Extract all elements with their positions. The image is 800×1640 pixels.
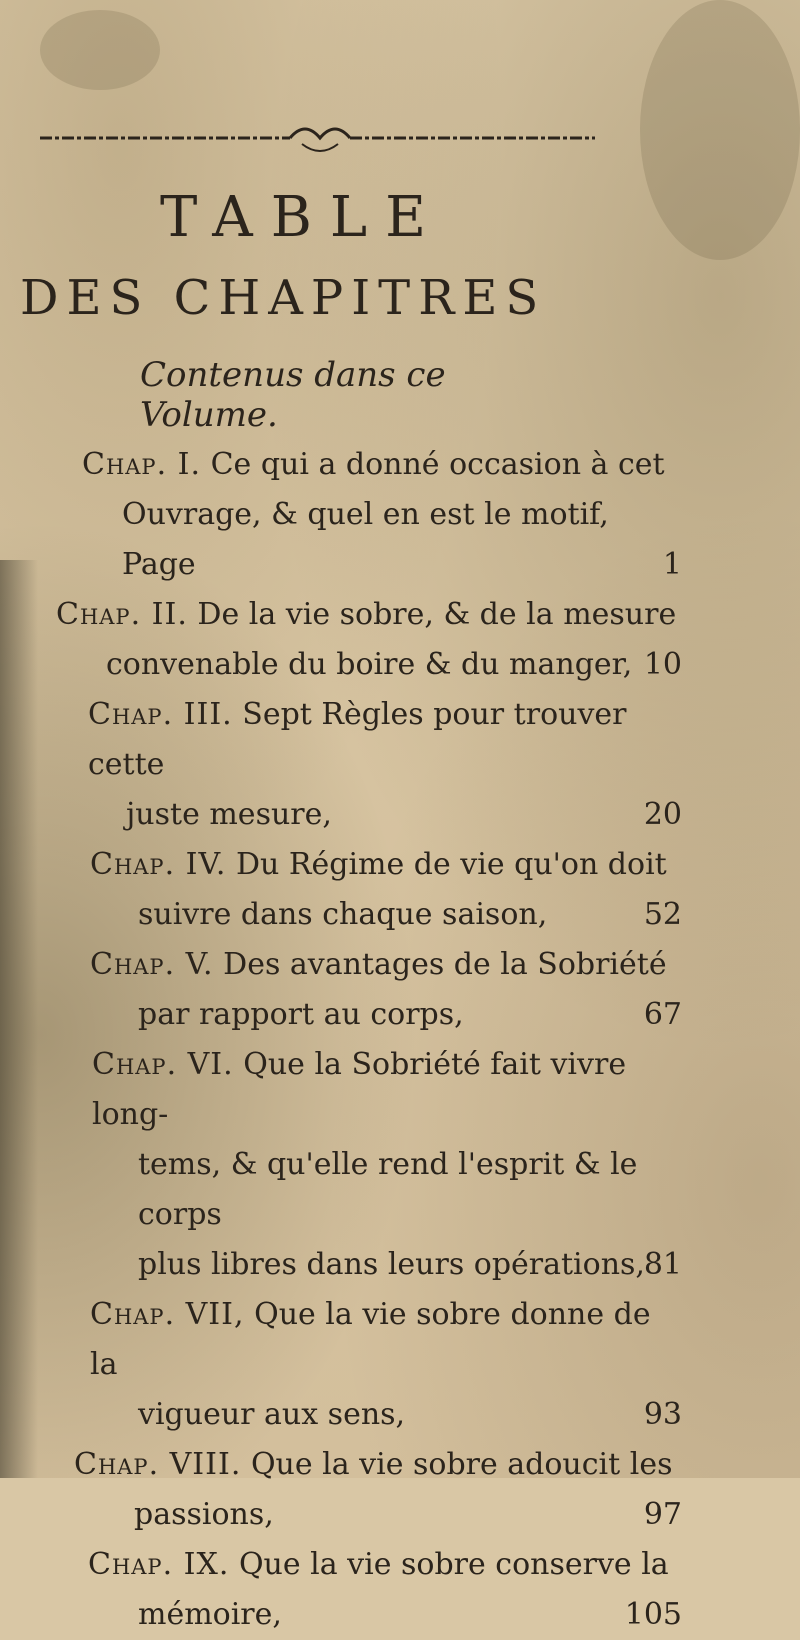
toc-entry-7 xyxy=(42,1290,682,1440)
foxing-stain xyxy=(640,0,800,260)
page-number: 81 xyxy=(643,1247,682,1282)
toc-entry-6 xyxy=(42,1040,682,1290)
toc-entry-4 xyxy=(42,840,682,940)
chapter-title-cont: juste mesure, xyxy=(126,797,332,832)
foxing-stain xyxy=(40,10,160,90)
toc-entry-1 xyxy=(42,440,682,590)
chapter-title: Des avantages de la Sobriété xyxy=(223,947,667,982)
chapter-title-cont: plus libres dans leurs opérations, xyxy=(138,1247,645,1282)
chapter-title: Sept Règles pour trouver cette xyxy=(88,697,627,782)
chapter-title: De la vie sobre, & de la mesure xyxy=(197,597,677,632)
page-edge-shadow xyxy=(0,560,38,1478)
chapter-label: Chap. V. xyxy=(90,947,214,982)
chapter-label: Chap. IX. xyxy=(88,1547,230,1582)
subtitle: Contenus dans ce Volume. xyxy=(140,355,446,435)
toc-entry-8 xyxy=(42,1440,682,1540)
page-number: 97 xyxy=(643,1497,682,1532)
chapter-label: Chap. VI. xyxy=(92,1047,234,1082)
chapter-title: Que la vie sobre donne de la xyxy=(90,1297,651,1382)
decorative-ornament xyxy=(40,118,600,158)
page-number: 52 xyxy=(643,897,682,932)
toc-entry-3 xyxy=(42,690,682,840)
chapter-label: Chap. I. xyxy=(82,447,202,482)
chapter-label: Chap. II. xyxy=(56,597,188,632)
chapter-label: Chap. VII, xyxy=(90,1297,245,1332)
chapter-title: Ce qui a donné occasion à cet xyxy=(210,447,665,482)
title-table: TABLE xyxy=(160,185,444,250)
chapter-title-cont: mémoire, xyxy=(138,1597,282,1632)
chapter-title-cont: Ouvrage, & quel en est le motif, Page xyxy=(122,497,609,582)
chapter-title-cont: vigueur aux sens, xyxy=(138,1397,406,1432)
chapter-label: Chap. III. xyxy=(88,697,233,732)
toc-entry-9 xyxy=(42,1540,682,1640)
page-number: 67 xyxy=(643,997,682,1032)
chapter-title-cont: par rapport au corps, xyxy=(138,997,464,1032)
table-of-contents xyxy=(42,440,682,1640)
chapter-title-cont: convenable du boire & du manger, xyxy=(106,647,633,682)
chapter-title-cont: tems, & qu'elle rend l'esprit & le corps xyxy=(138,1147,638,1232)
chapter-title: Que la vie sobre adoucit les xyxy=(250,1447,673,1482)
page-number: 1 xyxy=(662,547,682,582)
page-number: 105 xyxy=(624,1597,682,1632)
chapter-label: Chap. VIII. xyxy=(74,1447,242,1482)
toc-entry-2 xyxy=(42,590,682,690)
page-number: 20 xyxy=(643,797,682,832)
chapter-title: Que la vie sobre conserve la xyxy=(238,1547,669,1582)
chapter-label: Chap. IV. xyxy=(90,847,227,882)
title-chapitres: DES CHAPITRES xyxy=(20,270,547,326)
chapter-title: Du Régime de vie qu'on doit xyxy=(236,847,667,882)
page-number: 10 xyxy=(643,647,682,682)
chapter-title-cont: passions, xyxy=(134,1497,274,1532)
chapter-title-cont: suivre dans chaque saison, xyxy=(138,897,548,932)
toc-entry-5 xyxy=(42,940,682,1040)
chapter-title: Que la Sobriété fait vivre long- xyxy=(92,1047,627,1132)
page-number: 93 xyxy=(643,1397,682,1432)
